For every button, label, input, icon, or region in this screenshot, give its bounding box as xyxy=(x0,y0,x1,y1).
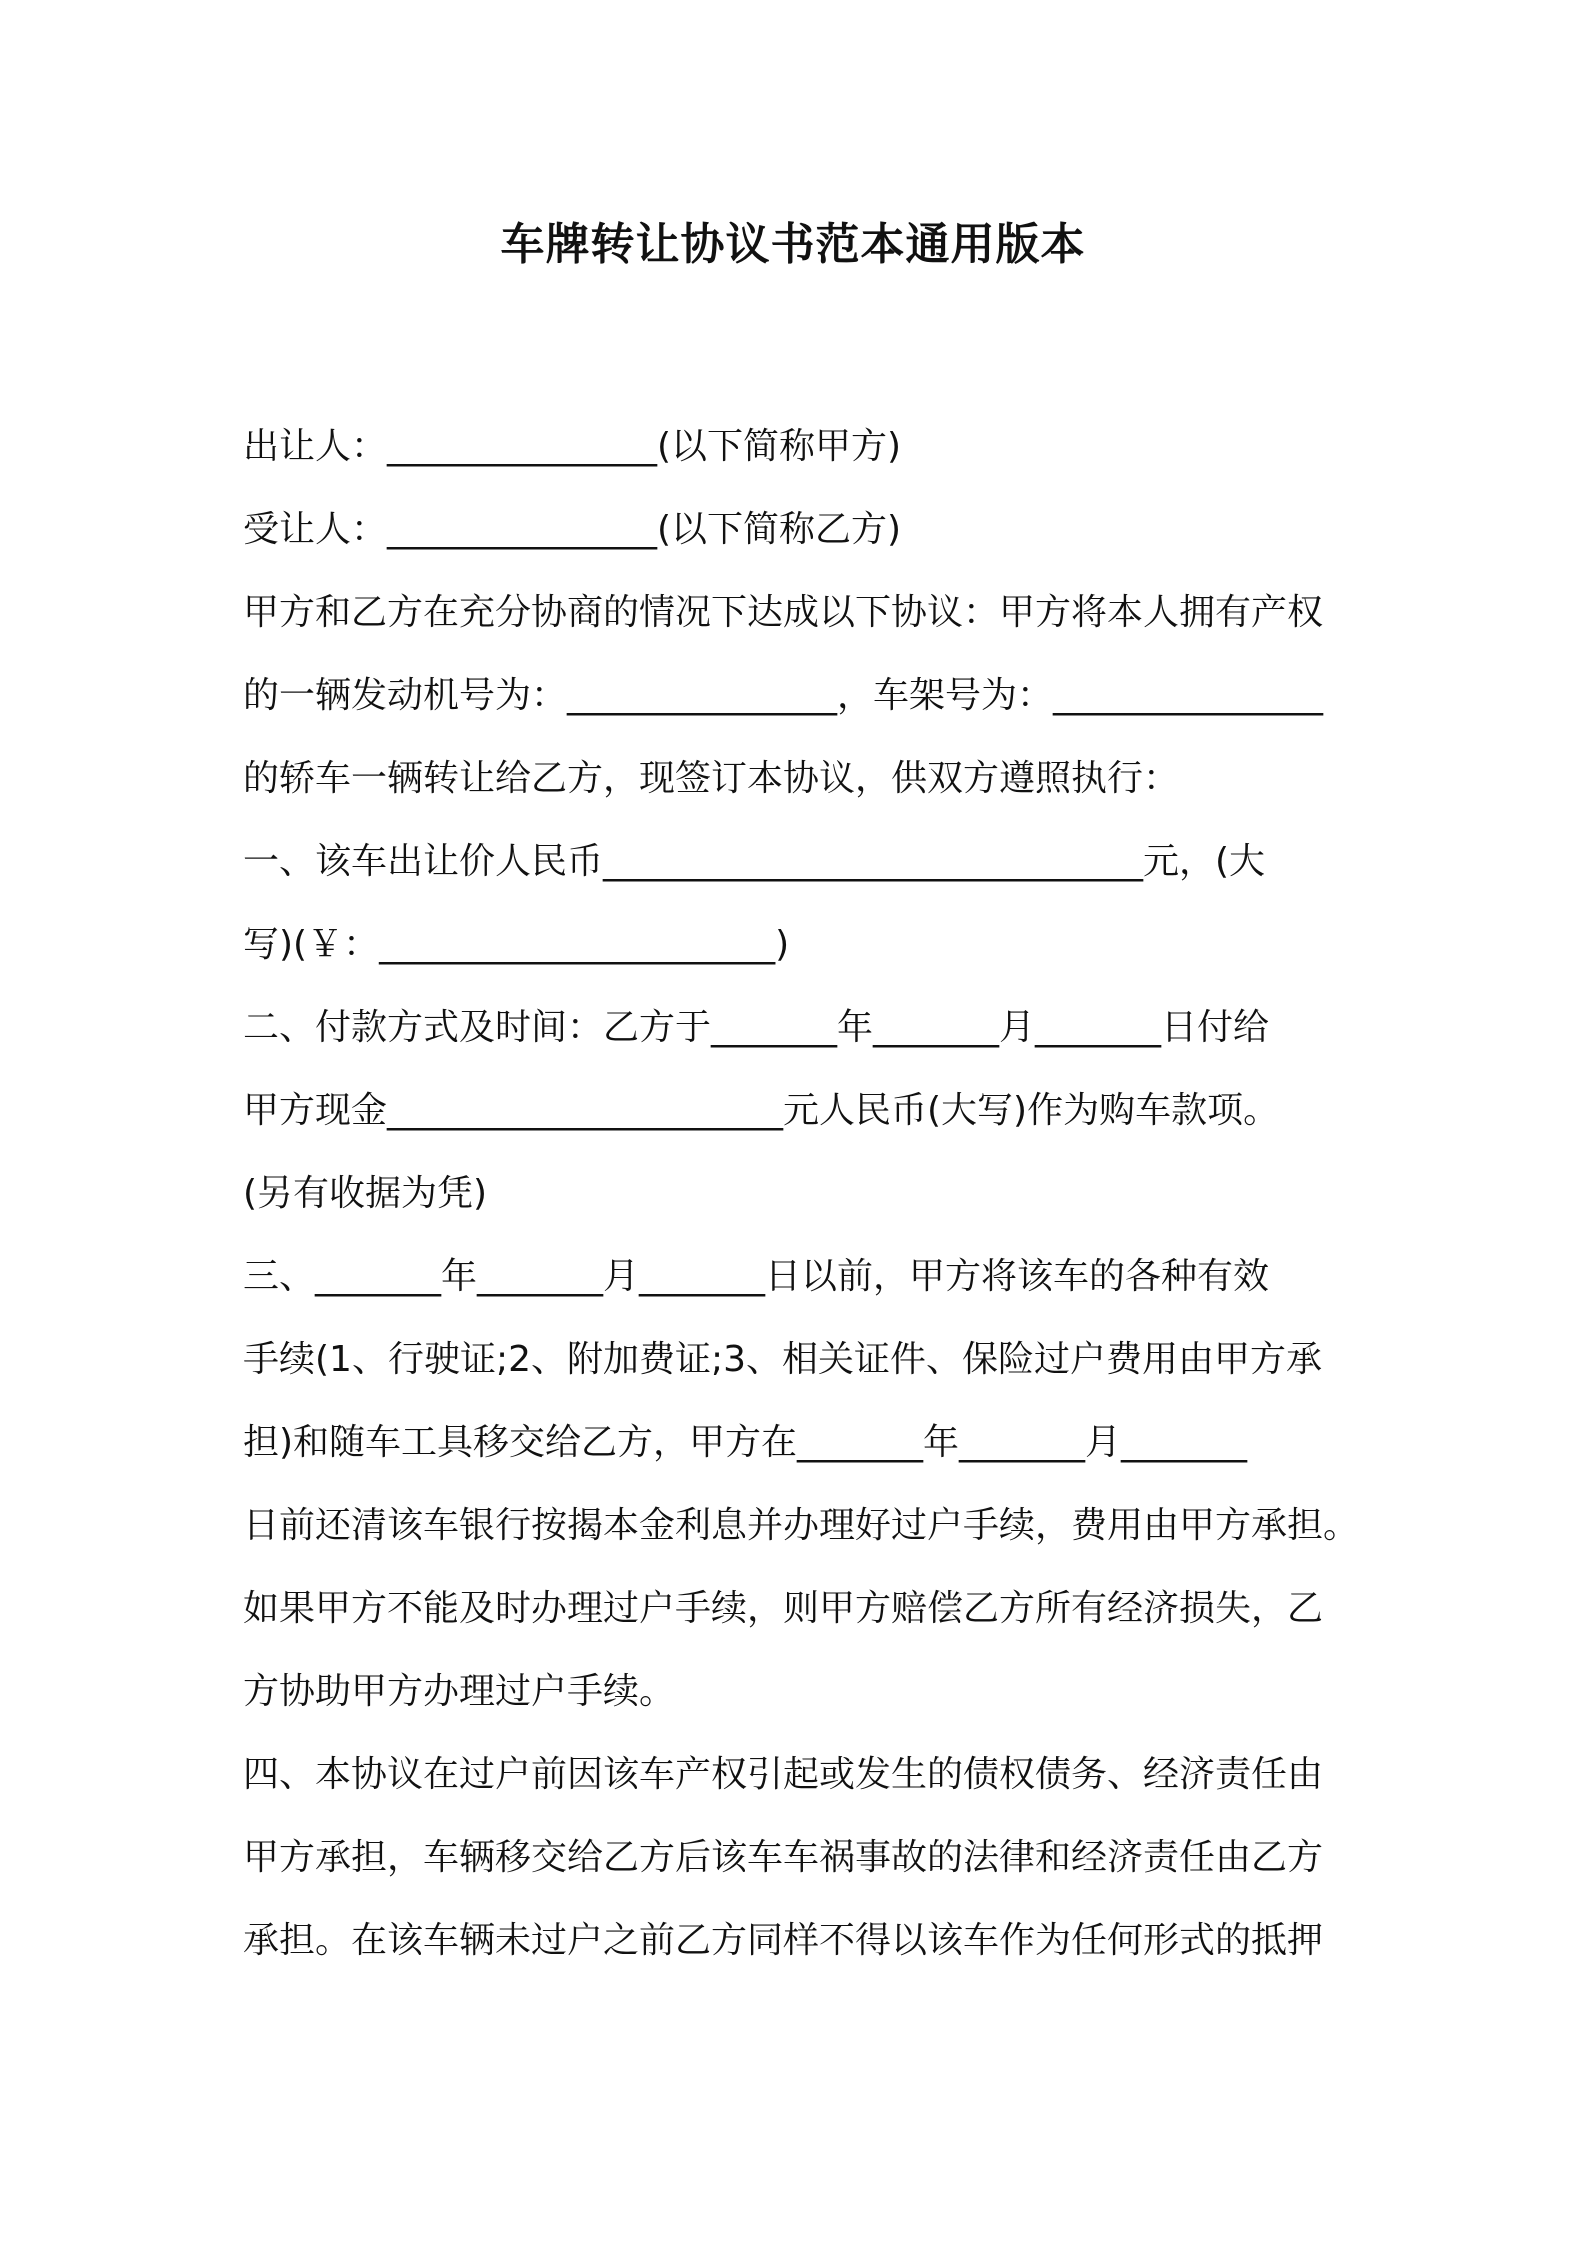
clause-1-line: 写)(￥：______________________) xyxy=(243,924,790,965)
clause-4-line: 甲方承担，车辆移交给乙方后该车车祸事故的法律和经济责任由乙方 xyxy=(243,1837,1324,1878)
transferor-line: 出让人：_______________(以下简称甲方) xyxy=(243,426,902,467)
document-body xyxy=(243,405,1363,1982)
clause-2-line: 二、付款方式及时间：乙方于_______年_______月_______日付给 xyxy=(243,1007,1270,1048)
clause-3-line: 手续(1、行驶证;2、附加费证;3、相关证件、保险过户费用由甲方承 xyxy=(243,1339,1323,1380)
clause-3-line: 如果甲方不能及时办理过户手续，则甲方赔偿乙方所有经济损失，乙 xyxy=(243,1588,1324,1629)
clause-3-line: 三、_______年_______月_______日以前，甲方将该车的各种有效 xyxy=(243,1256,1270,1297)
clause-3-line: 日前还清该车银行按揭本金利息并办理好过户手续，费用由甲方承担。 xyxy=(243,1505,1360,1546)
clause-2-line: 甲方现金______________________元人民币(大写)作为购车款项。 xyxy=(243,1090,1280,1131)
clause-3-line: 担)和随车工具移交给乙方，甲方在_______年_______月_______ xyxy=(243,1422,1248,1463)
paragraph-line: 甲方和乙方在充分协商的情况下达成以下协议：甲方将本人拥有产权 xyxy=(243,592,1324,633)
clause-2-line: (另有收据为凭) xyxy=(243,1173,488,1214)
document-title: 车牌转让协议书范本通用版本 xyxy=(500,219,1086,270)
transferee-line: 受让人：_______________(以下简称乙方) xyxy=(243,509,902,550)
clause-1-line: 一、该车出让价人民币______________________________元，(大 xyxy=(243,841,1266,882)
clause-3-line: 方协助甲方办理过户手续。 xyxy=(243,1671,676,1712)
clause-4-line: 承担。在该车辆未过户之前乙方同样不得以该车作为任何形式的抵押 xyxy=(243,1920,1324,1961)
paragraph-line: 的轿车一辆转让给乙方，现签订本协议，供双方遵照执行： xyxy=(243,758,1180,799)
clause-4-line: 四、本协议在过户前因该车产权引起或发生的债权债务、经济责任由 xyxy=(243,1754,1324,1795)
paragraph-line: 的一辆发动机号为：_______________，车架号为：_______________ xyxy=(243,675,1324,716)
